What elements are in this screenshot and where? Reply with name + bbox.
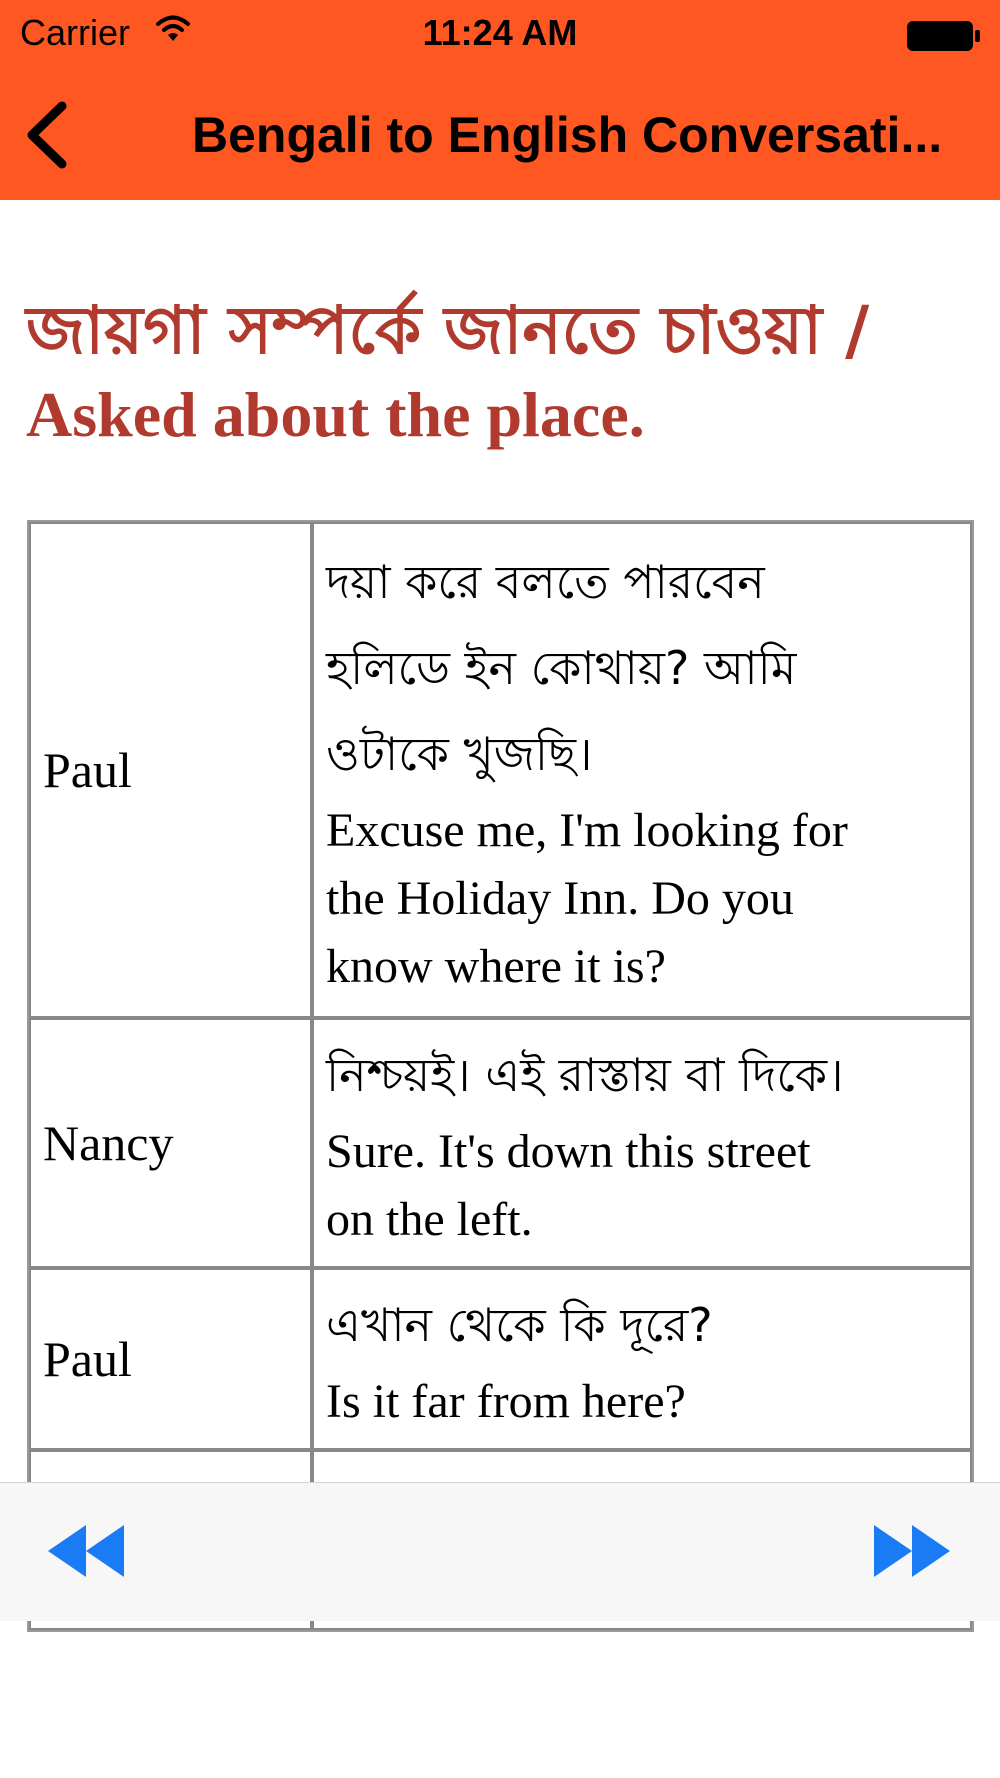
rewind-icon — [46, 1564, 126, 1583]
line-cell — [312, 1018, 972, 1268]
navigation-bar — [0, 70, 1000, 200]
speaker-cell: Nancy — [29, 1018, 312, 1268]
fast-forward-icon — [872, 1564, 952, 1583]
page-title: Bengali to English Conversati... — [192, 107, 943, 163]
bengali-line: এখান থেকে কি দূরে? — [326, 1298, 713, 1352]
status-time: 11:24 AM — [422, 12, 578, 53]
battery-icon — [906, 20, 982, 57]
speaker-cell: Paul — [29, 1268, 312, 1450]
back-button[interactable] — [18, 98, 88, 172]
status-bar — [0, 0, 1000, 70]
english-line: on the left. — [326, 1193, 533, 1246]
english-line: the Holiday Inn. Do you — [326, 872, 794, 925]
english-line: know where it is? — [326, 940, 666, 993]
lesson-title-english: Asked about the place. — [26, 379, 645, 450]
bengali-line: হলিডে ইন কোথায়? আমি — [326, 641, 797, 695]
bengali-line: দয়া করে বলতে পারবেন — [326, 555, 765, 609]
table-row — [29, 1268, 972, 1450]
previous-button[interactable] — [46, 1523, 126, 1579]
speaker-cell: Paul — [29, 522, 312, 1018]
lesson-content[interactable] — [0, 200, 1000, 1482]
lesson-title-bengali: জায়গা সম্পর্কে জানতে চাওয়া / — [26, 292, 870, 369]
table-row — [29, 1018, 972, 1268]
line-cell — [312, 522, 972, 1018]
next-button[interactable] — [872, 1523, 952, 1579]
english-line: Excuse me, I'm looking for — [326, 804, 848, 857]
dialogue-table — [27, 520, 974, 1632]
table-row — [29, 522, 972, 1018]
bengali-line: ওটাকে খুজছি। — [326, 727, 593, 781]
chevron-left-icon — [18, 157, 88, 176]
line-cell — [312, 1268, 972, 1450]
english-line: Sure. It's down this street — [326, 1125, 811, 1178]
carrier-label: Carrier — [20, 12, 131, 53]
english-line: Is it far from here? — [326, 1375, 686, 1428]
bottom-toolbar — [0, 1482, 1000, 1621]
bengali-line: নিশ্চয়ই। এই রাস্তায় বা দিকে। — [326, 1048, 844, 1102]
